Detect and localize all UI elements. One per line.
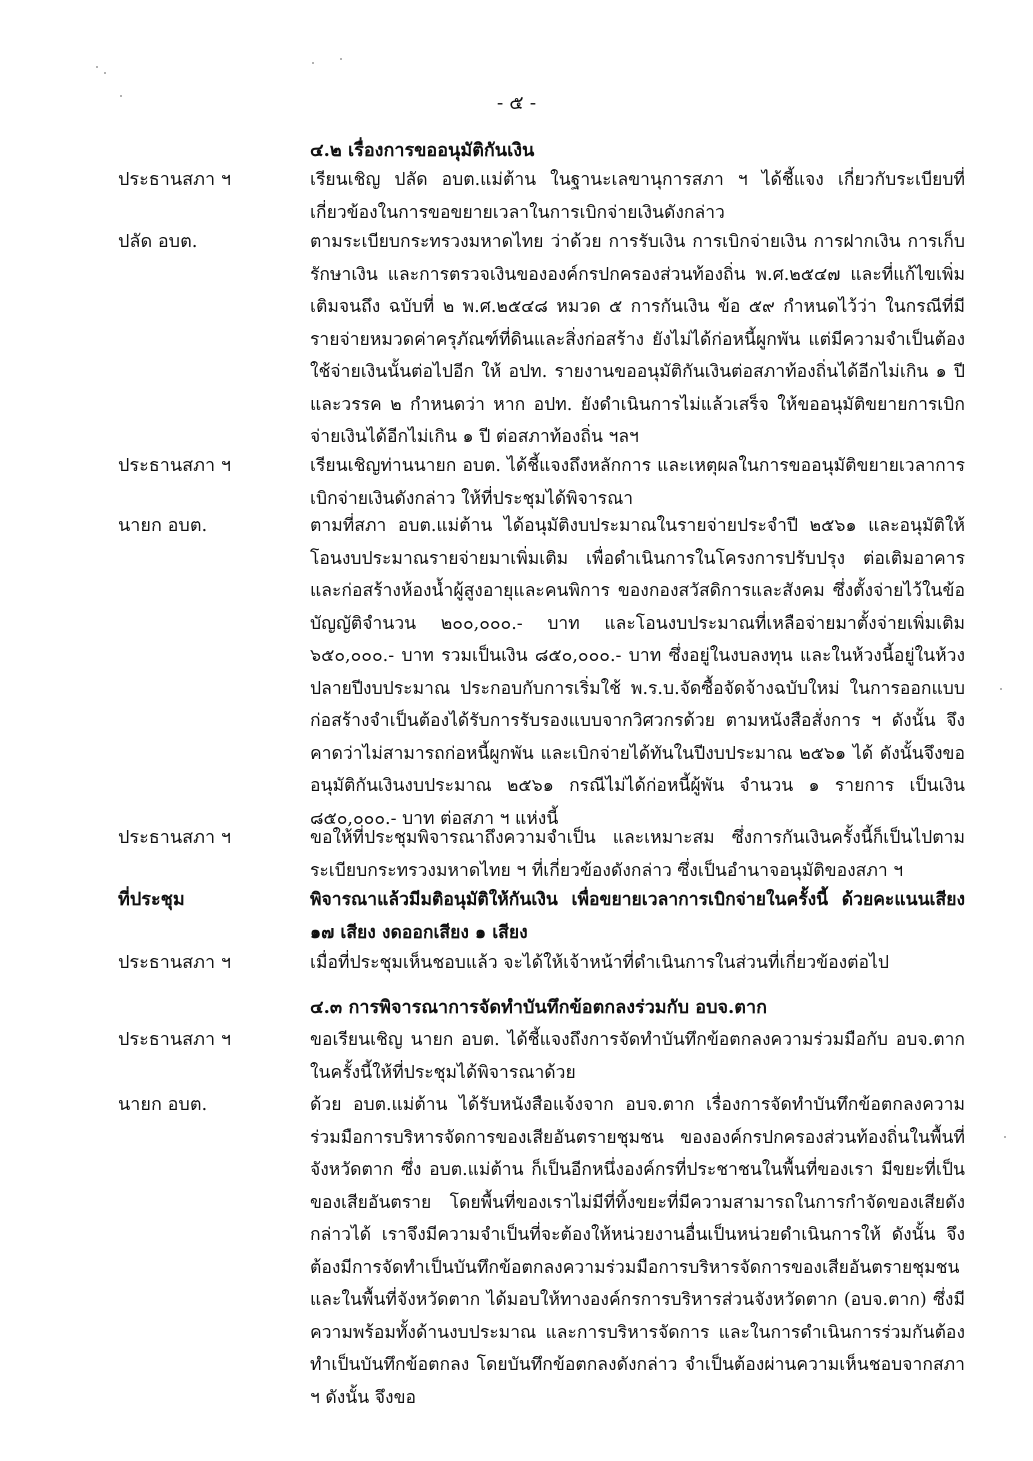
scan-speck [96,66,98,68]
speaker-label: ประธานสภา ฯ [118,952,231,973]
scan-speck [1004,1136,1006,1138]
page-number: - ๕ - [496,92,537,114]
speaker-label: ประธานสภา ฯ [118,1029,231,1050]
entry-text: ขอเรียนเชิญ นายก อบต. ได้ชี้แจงถึงการจัดทำบันทึกข้อตกลงความร่วมมือกับ อบจ.ตาก ในครั้งนี้ให้ที่ประชุมได้พิจารณาด้วย [310,1030,965,1083]
speaker-label: ประธานสภา ฯ [118,169,231,190]
entry-text: พิจารณาแล้วมีมติอนุมัติให้กันเงิน เพื่อขยายเวลาการเบิกจ่ายในครั้งนี้ ด้วยคะแนนเสียง ๑๗ เสียง งดออกเสียง ๑ เสียง [310,890,965,943]
scan-speck [1000,688,1002,690]
entry-text: เรียนเชิญ ปลัด อบต.แม่ต้าน ในฐานะเลขานุการสภา ฯ ได้ชี้แจง เกี่ยวกับระเบียบที่เกี่ยวข้องในการขอขยายเวลาในการเบิกจ่ายเงินดังกล่าว [310,170,965,223]
entry-text: ด้วย อบต.แม่ต้าน ได้รับหนังสือแจ้งจาก อบจ.ตาก เรื่องการจัดทำบันทึกข้อตกลงความร่วมมือการบริหารจัดการของเสียอันตรายชุมชน ขององค์กรปกครองส่วนท้องถิ่นในพื้นที่จังหวัดตาก ซึ่ง อบต.แม่ต้าน ก็เป็นอีกหนึ่งองค์กรที่ประชาชนในพื้นที่ของเรา มีขยะที่เป็นของเสียอันตราย โดยพื้นที่ของเราไม่มีที่ทิ้งขยะที่มีความสามารถในการกำจัดของเสียดังกล่าวได้ เราจึงมีความจำเป็นที่จะต้องให้หน่วยงานอื่นเป็นหน่วยดำเนินการให้ ดังนั้น จึงต้องมีการจัดทำเป็นบันทึกข้อตกลงความร่วมมือการบริหารจัดการของเสียอันตรายชุมชน และในพื้นที่จังหวัดตาก ได้มอบให้ทางองค์กรการบริหารส่วนจังหวัดตาก (อบจ.ตาก) ซึ่งมีความพร้อมทั้งด้านงบประมาณ และการบริหารจัดการ และในการดำเนินการร่วมกันต้องทำเป็นบันทึกข้อตกลง โดยบันทึกข้อตกลงดังกล่าว จำเป็นต้องผ่านความเห็นชอบจากสภา ฯ ดังนั้น จึงขอ [310,1095,965,1408]
scan-speck [340,58,342,60]
speaker-label: ประธานสภา ฯ [118,827,231,848]
speaker-label: นายก อบต. [118,515,208,536]
speaker-label: ปลัด อบต. [118,231,198,252]
section-heading-4-2: ๔.๒ เรื่องการขออนุมัติกันเงิน [310,140,535,161]
speaker-label: ที่ประชุม [118,889,185,910]
entry-text: เมื่อที่ประชุมเห็นชอบแล้ว จะได้ให้เจ้าหน้าที่ดำเนินการในส่วนที่เกี่ยวข้องต่อไป [310,953,889,973]
speaker-label: ประธานสภา ฯ [118,455,231,476]
entry-text: ขอให้ที่ประชุมพิจารณาถึงความจำเป็น และเหมาะสม ซึ่งการกันเงินครั้งนี้ก็เป็นไปตามระเบียบกระทรวงมหาดไทย ฯ ที่เกี่ยวข้องดังกล่าว ซึ่งเป็นอำนาจอนุมัติของสภา ฯ [310,828,965,881]
scan-speck [104,72,106,74]
speaker-label: นายก อบต. [118,1094,208,1115]
entry-text: ตามที่สภา อบต.แม่ต้าน ได้อนุมัติงบประมาณในรายจ่ายประจำปี ๒๕๖๑ และอนุมัติให้โอนงบประมาณรายจ่ายมาเพิ่มเติม เพื่อดำเนินการในโครงการปรับปรุง ต่อเติมอาคาร และก่อสร้างห้องน้ำผู้สูงอายุและคนพิการ ของกองสวัสดิการและสังคม ซึ่งตั้งจ่ายไว้ในข้อบัญญัติจำนวน ๒๐๐,๐๐๐.- บาท และโอนงบประมาณที่เหลือจ่ายมาตั้งจ่ายเพิ่มเติม ๖๕๐,๐๐๐.- บาท รวมเป็นเงิน ๘๕๐,๐๐๐.- บาท ซึ่งอยู่ในงบลงทุน และในห้วงนี้อยู่ในห้วงปลายปีงบประมาณ ประกอบกับการเริ่มใช้ พ.ร.บ.จัดซื้อจัดจ้างฉบับใหม่ ในการออกแบบก่อสร้างจำเป็นต้องได้รับการรับรองแบบจากวิศวกรด้วย ตามหนังสือสั่งการ ฯ ดังนั้น จึงคาดว่าไม่สามารถก่อหนี้ผูกพัน และเบิกจ่ายได้ทันในปีงบประมาณ ๒๕๖๑ ได้ ดังนั้นจึงขออนุมัติกันเงินงบประมาณ ๒๕๖๑ กรณีไม่ได้ก่อหนี้ผู้พัน จำนวน ๑ รายการ เป็นเงิน ๘๕๐,๐๐๐.- บาท ต่อสภา ฯ แห่งนี้ [310,516,965,829]
entry-text: เรียนเชิญท่านนายก อบต. ได้ชี้แจงถึงหลักการ และเหตุผลในการขออนุมัติขยายเวลาการเบิกจ่ายเงินดังกล่าว ให้ที่ประชุมได้พิจารณา [310,456,965,509]
scan-speck [312,62,314,64]
section-heading-4-3: ๔.๓ การพิจารณาการจัดทำบันทึกข้อตกลงร่วมกับ อบจ.ตาก [310,997,768,1018]
entry-text: ตามระเบียบกระทรวงมหาดไทย ว่าด้วย การรับเงิน การเบิกจ่ายเงิน การฝากเงิน การเก็บรักษาเงิน และการตรวจเงินขององค์กรปกครองส่วนท้องถิ่น พ.ศ.๒๕๔๗ และที่แก้ไขเพิ่มเติมจนถึง ฉบับที่ ๒ พ.ศ.๒๕๔๘ หมวด ๕ การกันเงิน ข้อ ๕๙ กำหนดไว้ว่า ในกรณีที่มีรายจ่ายหมวดค่าครุภัณฑ์ที่ดินและสิ่งก่อสร้าง ยังไม่ได้ก่อหนี้ผูกพัน แต่มีความจำเป็นต้องใช้จ่ายเงินนั้นต่อไปอีก ให้ อปท. รายงานขออนุมัติกันเงินต่อสภาท้องถิ่นได้อีกไม่เกิน ๑ ปี และวรรค ๒ กำหนดว่า หาก อปท. ยังดำเนินการไม่แล้วเสร็จ ให้ขออนุมัติขยายการเบิกจ่ายเงินได้อีกไม่เกิน ๑ ปี ต่อสภาท้องถิ่น ฯลฯ [310,232,965,447]
